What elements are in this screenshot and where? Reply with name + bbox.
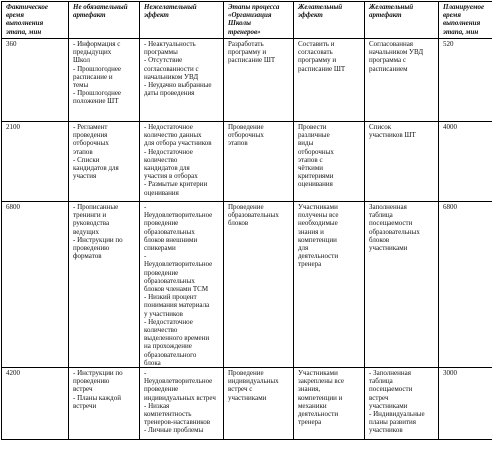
desired-effect-cell: [294, 202, 365, 368]
cell-line: выделенного времени: [144, 334, 210, 343]
cell-line: - Инструкции по: [73, 369, 123, 378]
cell-line: - Регламент: [73, 123, 108, 131]
cell-line: получены все: [298, 211, 339, 220]
cell-line: этапов с: [298, 155, 323, 164]
cell-line: блоков: [228, 219, 249, 228]
cell-line: участия: [73, 172, 97, 181]
cell-line: тренинги и: [73, 211, 107, 220]
header-undesired-effect: Нежелательный эффект: [140, 2, 224, 39]
cell-line: Провести: [298, 123, 327, 131]
cell-line: количество: [144, 155, 178, 164]
cell-line: проведение: [144, 385, 179, 394]
cell-line: блоков внешними: [144, 235, 198, 244]
cell-line: количество: [144, 326, 178, 335]
cell-line: необходимые: [298, 219, 338, 228]
optional-artifact-cell: [69, 39, 140, 122]
cell-line: Неудовлетворительное: [144, 377, 213, 386]
cell-line: у участников: [144, 309, 183, 318]
cell-line: -: [144, 369, 147, 378]
cell-line: согласованности с: [144, 64, 199, 73]
cell-line: проведению: [73, 244, 110, 253]
cell-line: проведению: [73, 377, 110, 386]
stage-cell: [224, 39, 294, 122]
cell-line: виды: [298, 139, 314, 148]
cell-line: Неудовлетворительное: [144, 211, 213, 220]
cell-line: - Низкий процент: [144, 293, 197, 302]
cell-line: оценивания: [144, 188, 179, 197]
cell-line: встреч: [369, 393, 389, 402]
cell-line: - Инструкции по: [73, 235, 123, 244]
cell-line: образовательных: [369, 227, 420, 236]
cell-line: индивидуальных: [228, 377, 279, 386]
cell-line: положение ШТ: [73, 97, 119, 106]
cell-line: - Прошлогоднее: [73, 64, 122, 73]
desired-effect-cell: [294, 368, 365, 440]
desired-artifact-cell: [365, 368, 439, 440]
cell-line: - Личные проблемы: [144, 426, 204, 435]
table-row: [2, 122, 492, 202]
cell-line: форматов: [73, 252, 102, 261]
header-planned-time: Планируемое время выполнения этапа, мин: [439, 2, 492, 39]
planned-time-cell: [439, 368, 492, 440]
cell-line: этапов: [228, 139, 248, 148]
cell-line: - Неудачно выбранные: [144, 81, 212, 90]
planned-time-cell: [439, 39, 492, 122]
cell-line: этапов: [73, 147, 93, 156]
cell-line: Проведение: [228, 123, 264, 131]
cell-line: различные: [298, 131, 330, 140]
cell-line: образовательных: [144, 276, 195, 285]
cell-line: участниками: [369, 244, 408, 253]
cell-line: программу и: [298, 56, 337, 65]
cell-line: кандидатов для: [73, 164, 119, 173]
actual-time-cell: [2, 202, 69, 368]
cell-line: встречи: [73, 401, 97, 410]
cell-line: проведение: [144, 219, 179, 228]
cell-line: таблица: [369, 377, 393, 386]
table-row: [2, 202, 492, 368]
cell-line: знания,: [298, 385, 321, 394]
desired-artifact-cell: [365, 202, 439, 368]
header-actual-time: Фактическое время выполнения этапа, мин: [2, 2, 69, 39]
optional-artifact-cell: [69, 368, 140, 440]
cell-line: компетенции: [298, 235, 337, 244]
cell-line: программу и: [228, 48, 267, 57]
cell-line: отборочных: [298, 147, 334, 156]
cell-line: критериями: [298, 172, 334, 181]
desired-artifact-cell: [365, 122, 439, 202]
cell-line: отборочных: [73, 139, 109, 148]
cell-line: - Прописанные: [73, 203, 119, 211]
cell-line: проведение: [144, 268, 179, 277]
cell-line: встреч с: [228, 385, 253, 394]
cell-line: - Отсутствие: [144, 56, 183, 65]
actual-time-cell: [2, 368, 69, 440]
cell-line: 520: [443, 40, 454, 48]
cell-line: компетенции и: [298, 393, 343, 402]
desired-effect-cell: [294, 122, 365, 202]
stage-cell: [224, 368, 294, 440]
table-row: [2, 39, 492, 122]
cell-line: - Планы каждой: [73, 393, 121, 402]
cell-line: знания и: [298, 227, 324, 236]
cell-line: компетентность: [144, 410, 192, 419]
cell-line: образовательных: [228, 211, 279, 220]
cell-line: расписанием: [369, 64, 408, 73]
stage-cell: [224, 202, 294, 368]
cell-line: - Заполненная: [369, 369, 411, 378]
undesired-effect-cell: [140, 39, 224, 122]
cell-line: участниками: [369, 401, 408, 410]
cell-line: количество данных: [144, 131, 202, 140]
cell-line: блока: [144, 358, 161, 367]
cell-line: спикерами: [144, 244, 176, 253]
header-row: [2, 2, 492, 39]
cell-line: - Неактуальность: [144, 40, 196, 48]
cell-line: Список: [369, 123, 392, 131]
desired-effect-cell: [294, 39, 365, 122]
cell-line: таблица: [369, 211, 393, 220]
cell-line: программа с: [369, 56, 406, 65]
cell-line: - Недостаточное: [144, 317, 193, 326]
cell-line: Составить и: [298, 40, 335, 48]
cell-line: - Недостаточное: [144, 147, 193, 156]
cell-line: участия в отборах: [144, 172, 198, 181]
cell-line: участниками: [228, 393, 267, 402]
undesired-effect-cell: [140, 202, 224, 368]
cell-line: 6800: [443, 203, 457, 211]
cell-line: 3000: [443, 369, 457, 378]
cell-line: Школ: [73, 56, 91, 65]
optional-artifact-cell: [69, 202, 140, 368]
cell-line: 6800: [6, 203, 20, 211]
cell-line: 360: [6, 40, 17, 48]
cell-line: расписание ШТ: [298, 64, 346, 73]
cell-line: - Низкая: [144, 401, 170, 410]
cell-line: -: [144, 203, 147, 211]
table-row: [2, 368, 492, 440]
cell-line: деятельности: [298, 410, 339, 419]
planned-time-cell: [439, 202, 492, 368]
cell-line: - Размытые критерии: [144, 180, 208, 189]
cell-line: механики: [298, 401, 327, 410]
cell-line: посещаемости: [369, 385, 413, 394]
cell-line: Участниками: [298, 369, 338, 378]
cell-line: для отбора участников: [144, 139, 212, 148]
cell-line: программы: [144, 48, 178, 57]
cell-line: кандидатов для: [144, 164, 190, 173]
cell-line: -: [144, 252, 147, 261]
cell-line: согласовать: [298, 48, 333, 57]
cell-line: блоков членами ТСМ: [144, 285, 209, 294]
cell-line: Неудовлетворительное: [144, 260, 213, 269]
cell-line: Согласованная: [369, 40, 414, 48]
cell-line: участников: [369, 426, 403, 435]
cell-line: темы: [73, 81, 89, 90]
undesired-effect-cell: [140, 122, 224, 202]
cell-line: даты проведения: [144, 89, 195, 98]
cell-line: - Списки: [73, 155, 100, 164]
cell-line: Участниками: [298, 203, 338, 211]
header-desired-effect: Желательный эффект: [294, 2, 365, 39]
header-desired-artifact: Желательный артефакт: [365, 2, 439, 39]
cell-line: для: [298, 244, 309, 253]
cell-line: тренера: [298, 260, 322, 269]
actual-time-cell: [2, 39, 69, 122]
cell-line: 4000: [443, 123, 457, 131]
cell-line: планы развития: [369, 418, 416, 427]
cell-line: - Информация с: [73, 40, 121, 48]
cell-line: - Прошлогоднее: [73, 89, 122, 98]
cell-line: руководства: [73, 219, 110, 228]
cell-line: - Недостаточное: [144, 123, 193, 131]
header-process-stages: Этапы процесса «Организация Школы тренеров»: [224, 2, 294, 39]
cell-line: 4200: [6, 369, 20, 378]
process-table: [1, 1, 492, 440]
cell-line: предыдущих: [73, 48, 112, 57]
cell-line: индивидуальных встреч: [144, 393, 216, 402]
undesired-effect-cell: [140, 368, 224, 440]
cell-line: начальником УВД: [369, 48, 424, 57]
header-optional-artifact: Не обязательный артефакт: [69, 2, 140, 39]
cell-line: Заполненная: [369, 203, 407, 211]
cell-line: Разработать: [228, 40, 264, 48]
cell-line: участников ШТ: [369, 131, 416, 140]
cell-line: проведения: [73, 131, 108, 140]
cell-line: встреч: [73, 385, 93, 394]
cell-line: тренера: [298, 418, 322, 427]
cell-line: блоков: [369, 235, 390, 244]
stage-cell: [224, 122, 294, 202]
cell-line: образовательных: [144, 227, 195, 236]
cell-line: 2100: [6, 123, 20, 131]
cell-line: образовательного: [144, 350, 197, 359]
cell-line: начальником УВД: [144, 72, 199, 81]
cell-line: Проведение: [228, 203, 264, 211]
cell-line: закреплены все: [298, 377, 344, 386]
cell-line: оценивания: [298, 180, 333, 189]
cell-line: Проведение: [228, 369, 264, 378]
cell-line: ведущих: [73, 227, 99, 236]
actual-time-cell: [2, 122, 69, 202]
cell-line: деятельности: [298, 252, 339, 261]
optional-artifact-cell: [69, 122, 140, 202]
cell-line: понимания материала: [144, 301, 210, 310]
planned-time-cell: [439, 122, 492, 202]
cell-line: - Индивидуальные: [369, 410, 425, 419]
cell-line: расписание ШТ: [228, 56, 276, 65]
cell-line: тренеров-наставников: [144, 418, 211, 427]
cell-line: посещаемости: [369, 219, 413, 228]
cell-line: чёткими: [298, 164, 324, 173]
cell-line: на прохождение: [144, 342, 192, 351]
desired-artifact-cell: [365, 39, 439, 122]
cell-line: расписание и: [73, 72, 113, 81]
cell-line: отборочных: [228, 131, 264, 140]
